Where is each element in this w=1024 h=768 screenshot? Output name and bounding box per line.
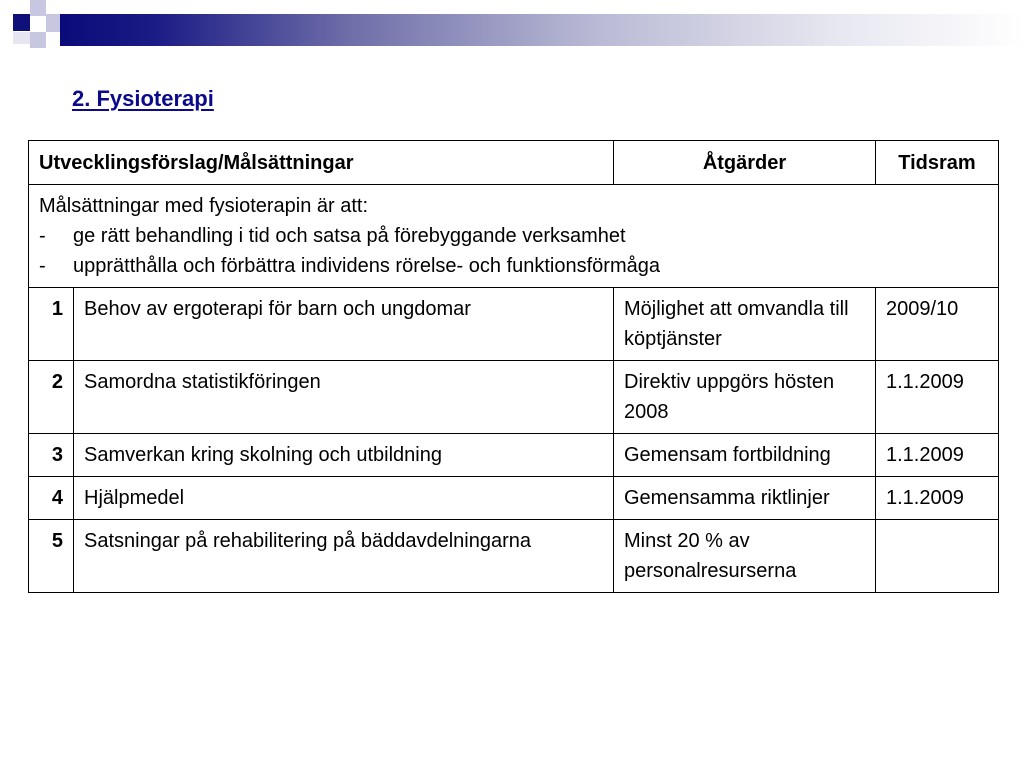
row-number: 2 [29,361,74,434]
row-number: 4 [29,477,74,520]
slide-title: 2. Fysioterapi [72,86,214,111]
table-row [29,477,999,520]
row-timeframe: 1.1.2009 [876,434,999,477]
table-row [29,361,999,434]
row-goal: Behov av ergoterapi för barn och ungdomar [74,288,614,361]
row-timeframe [876,520,999,593]
header-actions: Åtgärder [614,141,876,185]
row-goal: Samordna statistikföringen [74,361,614,434]
row-action: Gemensamma riktlinjer [614,477,876,520]
row-timeframe: 2009/10 [876,288,999,361]
header-gradient-bar [60,14,1024,46]
intro-heading: Målsättningar med fysioterapin är att: [39,195,369,217]
row-goal: Hjälpmedel [74,477,614,520]
header-square-light [30,32,46,48]
row-action: Minst 20 % av personalresurserna [614,520,876,593]
header-square-light [30,0,46,16]
bullet-text: upprätthålla och förbättra individens rörelse- och funktionsförmåga [73,255,660,277]
intro-cell [29,185,999,288]
row-number: 3 [29,434,74,477]
table-row [29,434,999,477]
row-number: 5 [29,520,74,593]
intro-row [29,185,999,288]
table-row [29,520,999,593]
goals-table [28,140,999,593]
bullet-text: ge rätt behandling i tid och satsa på förebyggande verksamhet [73,225,626,247]
row-number: 1 [29,288,74,361]
row-timeframe: 1.1.2009 [876,361,999,434]
bullet-marker: - [39,225,46,247]
intro-bullet [39,251,988,281]
row-goal: Samverkan kring skolning och utbildning [74,434,614,477]
intro-bullet [39,221,988,251]
header-square-faint [13,32,30,44]
row-timeframe: 1.1.2009 [876,477,999,520]
row-goal: Satsningar på rehabilitering på bäddavdelningarna [74,520,614,593]
table-header-row [29,141,999,185]
row-action: Gemensam fortbildning [614,434,876,477]
row-action: Möjlighet att omvandla till köptjänster [614,288,876,361]
header-timeframe: Tidsram [876,141,999,185]
bullet-marker: - [39,255,46,277]
table-row [29,288,999,361]
row-action: Direktiv uppgörs hösten 2008 [614,361,876,434]
header-square-dark [13,14,30,31]
header-goals: Utvecklingsförslag/Målsättningar [29,141,614,185]
